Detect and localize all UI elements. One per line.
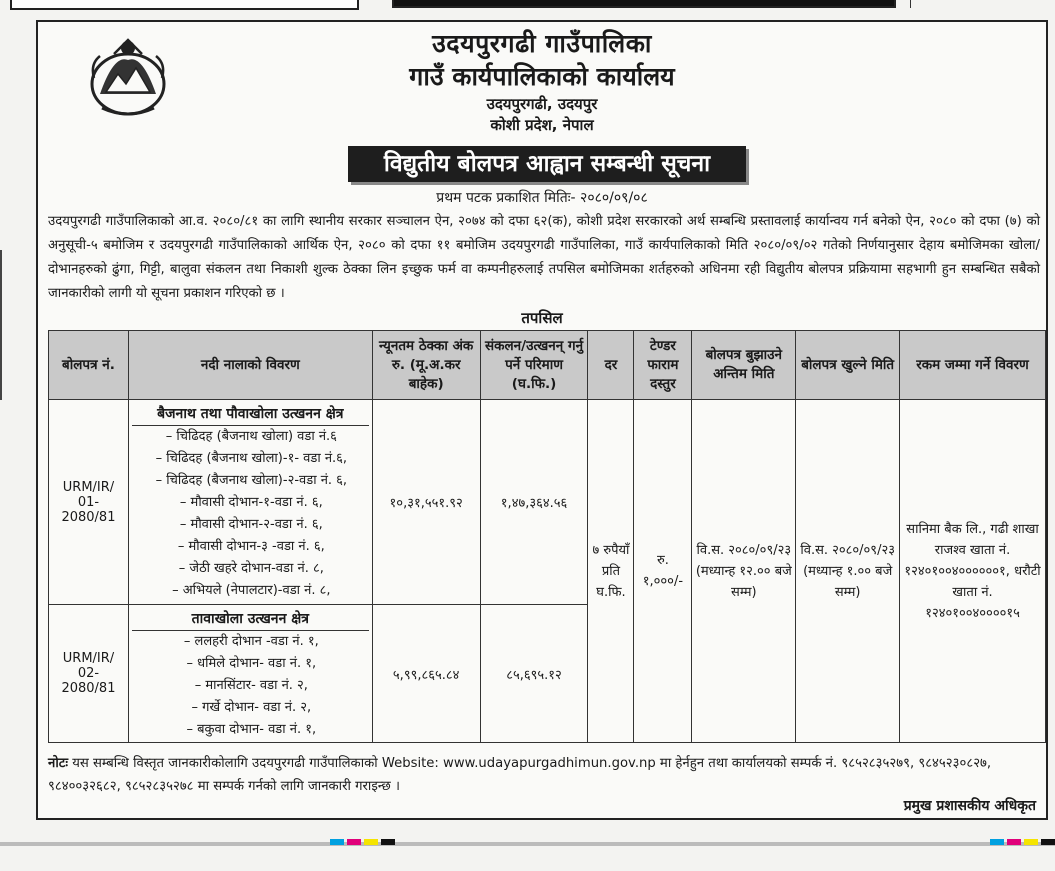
col-header-rate: दर xyxy=(588,331,634,400)
first-published-date: प्रथम पटक प्रकाशित मितिः- २०८०/०९/०८ xyxy=(436,190,648,206)
magenta-mark xyxy=(347,839,361,845)
print-registration-marks xyxy=(330,839,395,849)
min-amount: १०,३१,५५१.९२ xyxy=(372,400,480,605)
page-bottom-rule xyxy=(0,842,1055,846)
location-item: – चिढिदह (बैजनाथ खोला)-२-वडा नं. ६, xyxy=(155,473,348,488)
notice-header xyxy=(38,28,1046,136)
previous-ad-strip xyxy=(0,0,1055,12)
section-heading: बैजनाथ तथा पौवाखोला उत्खनन क्षेत्र xyxy=(132,402,369,426)
deposit-details-cell: सानिमा बैक लि., गढी शाखा राजश्व खाता नं. १२४०१००४००००००१, धरौटी खाता नं. १२४०१००४००००१५ xyxy=(900,400,1046,743)
office-subtitle: गाउँ कार्यपालिकाको कार्यालय xyxy=(409,62,675,91)
previous-ad-fragment xyxy=(910,0,1051,8)
address-line-1: उदयपुरगढी, उदयपुर xyxy=(486,95,598,113)
previous-ad-box xyxy=(10,0,359,10)
previous-ad-bar xyxy=(392,0,896,8)
tender-table xyxy=(48,330,1046,743)
col-header-tender-no: बोलपत्र नं. xyxy=(49,331,129,400)
col-header-form-fee: टेण्डर फाराम दस्तुर xyxy=(634,331,692,400)
col-header-quantity: संकलन/उत्खनन् गर्नु पर्ने परिमाण (घ.फि.) xyxy=(480,331,588,400)
public-notice xyxy=(36,20,1048,820)
location-item: – मानसिंटार- वडा नं. २, xyxy=(194,677,308,693)
location-item: – धमिले दोभान- वडा नं. १, xyxy=(186,655,317,671)
yellow-mark xyxy=(1024,839,1038,845)
quantity: ८५,६९५.१२ xyxy=(480,605,588,743)
location-item: – जेठी खहरे दोभान-वडा नं. ८, xyxy=(178,561,324,576)
location-item: – मौवासी दोभान-३ -वडा नं. ६, xyxy=(177,539,325,554)
location-item: – मौवासी दोभान-२-वडा नं. ६, xyxy=(179,517,323,532)
notice-footnote xyxy=(48,752,1040,798)
location-item: – अभियले (नेपालटार)-वडा नं. ८, xyxy=(172,583,331,598)
col-header-submission-deadline: बोलपत्र बुझाउने अन्तिम मिति xyxy=(692,331,796,400)
river-details xyxy=(128,400,372,605)
note-text: यस सम्बन्धि विस्तृत जानकारीकोलागि उदयपुरगढी गाउँपालिकाको Website: www.udayapurgadhimun.gov.np मा हेर्नहुन तथा कार्यालयको सम्पर्क नं. ९८५२८३५२७९, ९८४५२३०८२७, ९८४००३२६८२, ९८५२८३५२७८ मा सम्पर्क गर्नको लागि जानकारी गराइन्छ । xyxy=(48,756,992,794)
table-row xyxy=(49,400,1046,605)
location-item: – ललहरी दोभान -वडा नं. १, xyxy=(183,633,319,649)
section-heading: तावाखोला उत्खनन क्षेत्र xyxy=(132,607,369,631)
location-item: – बकुवा दोभान- वडा नं. १, xyxy=(186,721,317,737)
address-line-2: कोशी प्रदेश, नेपाल xyxy=(490,116,594,134)
office-name: उदयपुरगढी गाउँपालिका xyxy=(432,29,652,58)
location-item: – चिढिदह (बैजनाथ खोला) वडा नं.६ xyxy=(165,429,337,444)
black-mark xyxy=(1041,839,1055,845)
table-caption: तपसिल xyxy=(521,309,563,327)
submission-deadline-cell: वि.स. २०८०/०९/२३ (मध्यान्ह १२.०० बजे सम्म) xyxy=(692,400,796,743)
tender-id: URM/IR/ 01-2080/81 xyxy=(49,400,129,605)
rate-cell: ७ रुपैयाँ प्रति घ.फि. xyxy=(588,400,634,743)
black-mark xyxy=(381,839,395,845)
location-item: – गर्खे दोभान- वडा नं. २, xyxy=(191,699,312,715)
print-registration-marks xyxy=(990,839,1055,849)
col-header-opening-date: बोलपत्र खुल्ने मिति xyxy=(796,331,900,400)
table-header-row xyxy=(49,331,1046,400)
form-fee-cell: रु. १,०००/- xyxy=(634,400,692,743)
yellow-mark xyxy=(364,839,378,845)
page-edge-mark xyxy=(0,250,2,400)
cyan-mark xyxy=(990,839,1004,845)
col-header-min-amount: न्यूनतम ठेक्का अंक रु. (मू.अ.कर बाहेक) xyxy=(372,331,480,400)
magenta-mark xyxy=(1007,839,1021,845)
location-item: – चिढिदह (बैजनाथ खोला)-१- वडा नं.६, xyxy=(155,451,348,466)
signatory-title: प्रमुख प्रशासकीय अधिकृत xyxy=(903,798,1036,814)
note-label: नोटः xyxy=(48,756,69,771)
quantity: १,४७,३६४.५६ xyxy=(480,400,588,605)
cyan-mark xyxy=(330,839,344,845)
opening-date-cell: वि.स. २०८०/०९/२३ (मध्यान्ह १.०० बजे सम्म) xyxy=(796,400,900,743)
tender-id: URM/IR/ 02-2080/81 xyxy=(49,605,129,743)
min-amount: ५,९९,८६५.८४ xyxy=(372,605,480,743)
col-header-river-details: नदी नालाको विवरण xyxy=(128,331,372,400)
notice-body-paragraph: उदयपुरगढी गाउँपालिकाको आ.व. २०८०/८१ का लागि स्थानीय सरकार सञ्चालन ऐन, २०७४ को दफा ६२(क), कोशी प्रदेश सरकारको अर्थ सम्बन्धि प्रस्तावलाई कार्यान्वय गर्न बनेको ऐन, २०८० को दफा (७) को अनुसूची-५ बमोजिम र उदयपुरगढी गाउँपालिकाको आर्थिक ऐन, २०८० को दफा ११ बमोजिम उदयपुरगढी गाउँपालिका, गाउँ कार्यपालिकाको मिति २०८०/०९/०२ गतेको निर्णयानुसार देहाय बमोजिमका खोला/दोभानहरुको ढुंगा, गिट्टी, बालुवा संकलन तथा निकाशी शुल्क ठेक्का लिन इच्छुक फर्म वा कम्पनीहरुलाई तपसिल बमोजिमका शर्तहरुको अधिनमा रही विद्युतीय बोलपत्र प्रक्रियामा सहभागी हुन सम्बन्धित सबैको जानकारीको लागी यो सूचना प्रकाशन गरिएको छ । xyxy=(48,214,1040,301)
notice-title: विद्युतीय बोलपत्र आह्वान सम्बन्धी सूचना xyxy=(348,146,746,182)
location-item: – मौवासी दोभान-१-वडा नं. ६, xyxy=(179,495,323,510)
river-details xyxy=(128,605,372,743)
col-header-deposit-details: रकम जम्मा गर्ने विवरण xyxy=(900,331,1046,400)
